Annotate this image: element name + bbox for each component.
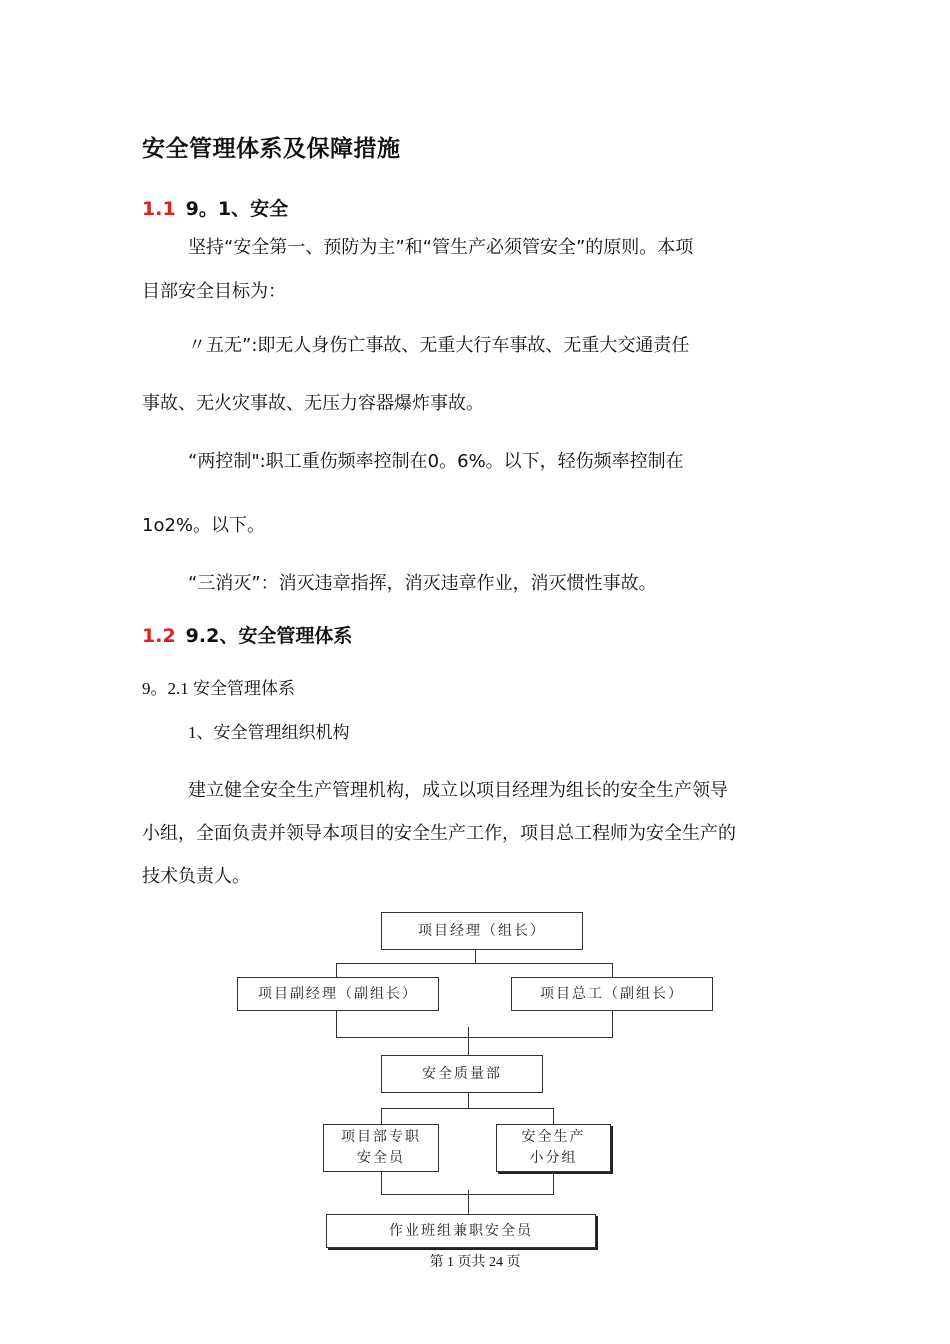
connector-line bbox=[468, 1092, 469, 1108]
connector-line bbox=[468, 1190, 469, 1215]
org-node-label: 安全生产 bbox=[521, 1129, 586, 1145]
page-title: 安全管理体系及保障措施 bbox=[142, 136, 401, 162]
paragraph-line: 技术负责人。 bbox=[142, 866, 250, 887]
org-node-label: 项目副经理（副组长） bbox=[258, 985, 418, 1002]
org-node-team-safety-officer bbox=[326, 1214, 596, 1248]
subsection-heading: 9。2.1 安全管理体系 bbox=[142, 679, 295, 698]
paragraph-line: 目部安全目标为： bbox=[142, 281, 286, 302]
goal-three-eliminate: “三消灭”：消灭违章指挥，消灭违章作业，消灭惯性事故。 bbox=[188, 573, 657, 594]
org-node-safety-officer bbox=[323, 1124, 439, 1172]
connector-line bbox=[381, 1108, 382, 1125]
org-node-deputy-manager bbox=[237, 977, 439, 1011]
section-heading-text: 9.2、安全管理体系 bbox=[185, 625, 353, 647]
connector-line bbox=[612, 963, 613, 978]
org-node-label: 项目经理（组长） bbox=[418, 922, 546, 939]
goal-five-none-line: 事故、无火灾事故、无压力容器爆炸事故。 bbox=[142, 393, 484, 414]
org-node-safety-subgroup bbox=[496, 1124, 611, 1172]
org-node-project-manager bbox=[381, 912, 583, 950]
connector-line bbox=[336, 1010, 337, 1038]
org-node-label: 作业班组兼职安全员 bbox=[389, 1222, 533, 1239]
section-number: 1.2 bbox=[142, 625, 176, 647]
connector-line bbox=[381, 1172, 382, 1195]
goal-five-none-line: 〃五无”:即无人身伤亡事故、无重大行车事故、无重大交通责任 bbox=[188, 335, 690, 356]
org-node-safety-quality-dept bbox=[381, 1055, 543, 1093]
connector-line bbox=[612, 1010, 613, 1038]
org-node-label: 安全员 bbox=[357, 1150, 405, 1166]
org-node-label: 项目部专职 bbox=[341, 1129, 421, 1145]
connector-line bbox=[336, 1037, 613, 1038]
connector-line bbox=[381, 1108, 554, 1109]
paragraph-line: 小组，全面负责并领导本项目的安全生产工作，项目总工程师为安全生产的 bbox=[142, 823, 736, 844]
section-heading-text: 9。1、安全 bbox=[185, 198, 289, 220]
section-heading-1-1 bbox=[142, 194, 288, 221]
connector-line bbox=[336, 963, 337, 978]
org-node-label: 项目总工（副组长） bbox=[540, 985, 684, 1002]
goal-two-control-line: “两控制":职工重伤频率控制在0。6%。以下，轻伤频率控制在 bbox=[188, 451, 684, 472]
org-node-label: 安全质量部 bbox=[422, 1065, 502, 1082]
subsection-item: 1、安全管理组织机构 bbox=[188, 723, 350, 742]
connector-line bbox=[553, 1108, 554, 1125]
org-node-label: 小分组 bbox=[529, 1150, 578, 1166]
page-footer: 第 1 页共 24 页 bbox=[429, 1255, 521, 1270]
goal-two-control-line: 1o2%。以下。 bbox=[142, 515, 266, 536]
paragraph-line: 坚持“安全第一、预防为主”和“管生产必须管安全”的原则。本项 bbox=[188, 237, 694, 258]
connector-line bbox=[336, 963, 613, 964]
connector-line bbox=[475, 949, 476, 963]
org-node-chief-engineer bbox=[511, 977, 713, 1011]
connector-line bbox=[553, 1172, 554, 1195]
section-number: 1.1 bbox=[142, 198, 176, 220]
section-heading-1-2 bbox=[142, 621, 352, 648]
connector-line bbox=[468, 1027, 469, 1055]
paragraph-line: 建立健全安全生产管理机构，成立以项目经理为组长的安全生产领导 bbox=[188, 780, 728, 801]
